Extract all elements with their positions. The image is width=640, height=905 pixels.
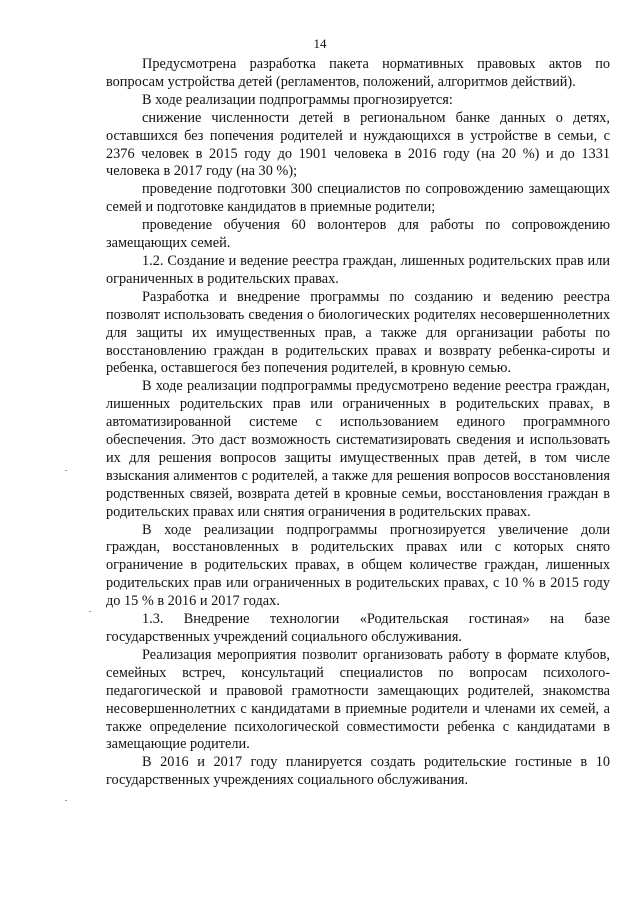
paragraph: В 2016 и 2017 году планируется создать родительские гостиные в 10 государственных учреждениях социального обслуживания. [106, 754, 610, 789]
section-heading: 1.2. Создание и ведение реестра граждан, лишенных родительских прав или ограниченных в родительских правах. [106, 252, 610, 287]
document-body [106, 56, 610, 790]
paragraph: В ходе реализации подпрограммы прогнозируется: [142, 91, 453, 108]
scan-speck [65, 800, 67, 801]
paragraph: Предусмотрена разработка пакета нормативных правовых актов по вопросам устройства детей (регламентов, положений, алгоритмов действий). [106, 56, 610, 90]
paragraph: проведение подготовки 300 специалистов по сопровождению замещающих семей и подготовке кандидатов в приемные родители; [106, 181, 610, 216]
paragraph: В ходе реализации подпрограммы предусмотрено ведение реестра граждан, лишенных родительских прав или ограниченных в родительских правах, в автоматизированной системе с использованием единого программного обеспечения. Это даст возможность систематизировать сведения и использовать их для решения вопросов защиты имущественных прав детей, в том числе взыскания алиментов с родителей, а также для решения вопросов восстановления родственных связей, возврата детей в кровные семьи, восстановления граждан в родительских правах или снятия ограничения в родительских правах. [106, 378, 610, 520]
paragraph: В ходе реализации подпрограммы прогнозируется увеличение доли граждан, восстановленных в родительских правах или с которых снято ограничение в родительских правах, в общем количестве граждан, лишенных родительских прав или ограниченных в родительских правах, с 10 % в 2015 году до 15 % в 2016 и 2017 годах. [106, 521, 610, 610]
page-number: 14 [313, 36, 327, 51]
paragraph: Разработка и внедрение программы по созданию и ведению реестра позволят использовать сведения о биологических родителях несовершеннолетних для защиты их имущественных прав, а также для организации работы по восстановлению граждан в родительских правах и возврату ребенка-сироты и ребенка, оставшегося без попечения родителей, в кровную семью. [106, 288, 610, 377]
scan-speck [65, 470, 67, 471]
paragraph: проведение обучения 60 волонтеров для работы по сопровождению замещающих семей. [106, 217, 610, 252]
paragraph: снижение численности детей в региональном банке данных о детях, оставшихся без попечения родителей и нуждающихся в устройстве в семьи, с 2376 человек в 2015 году до 1901 человека в 2016 году (на 20 %) и до 1331 человека в 2017 году (на 30 %); [106, 109, 610, 180]
scan-speck [89, 611, 91, 612]
section-heading: 1.3. Внедрение технологии «Родительская гостиная» на базе государственных учреждений социального обслуживания. [106, 611, 610, 645]
paragraph: Реализация мероприятия позволит организовать работу в формате клубов, семейных встреч, консультаций специалистов по вопросам психолого-педагогической и правовой грамотности замещающих родителей, знакомства несовершеннолетних с кандидатами в приемные родители и членами их семей, а также определение психологической совместимости ребенка с кандидатами в замещающие родители. [106, 646, 610, 753]
